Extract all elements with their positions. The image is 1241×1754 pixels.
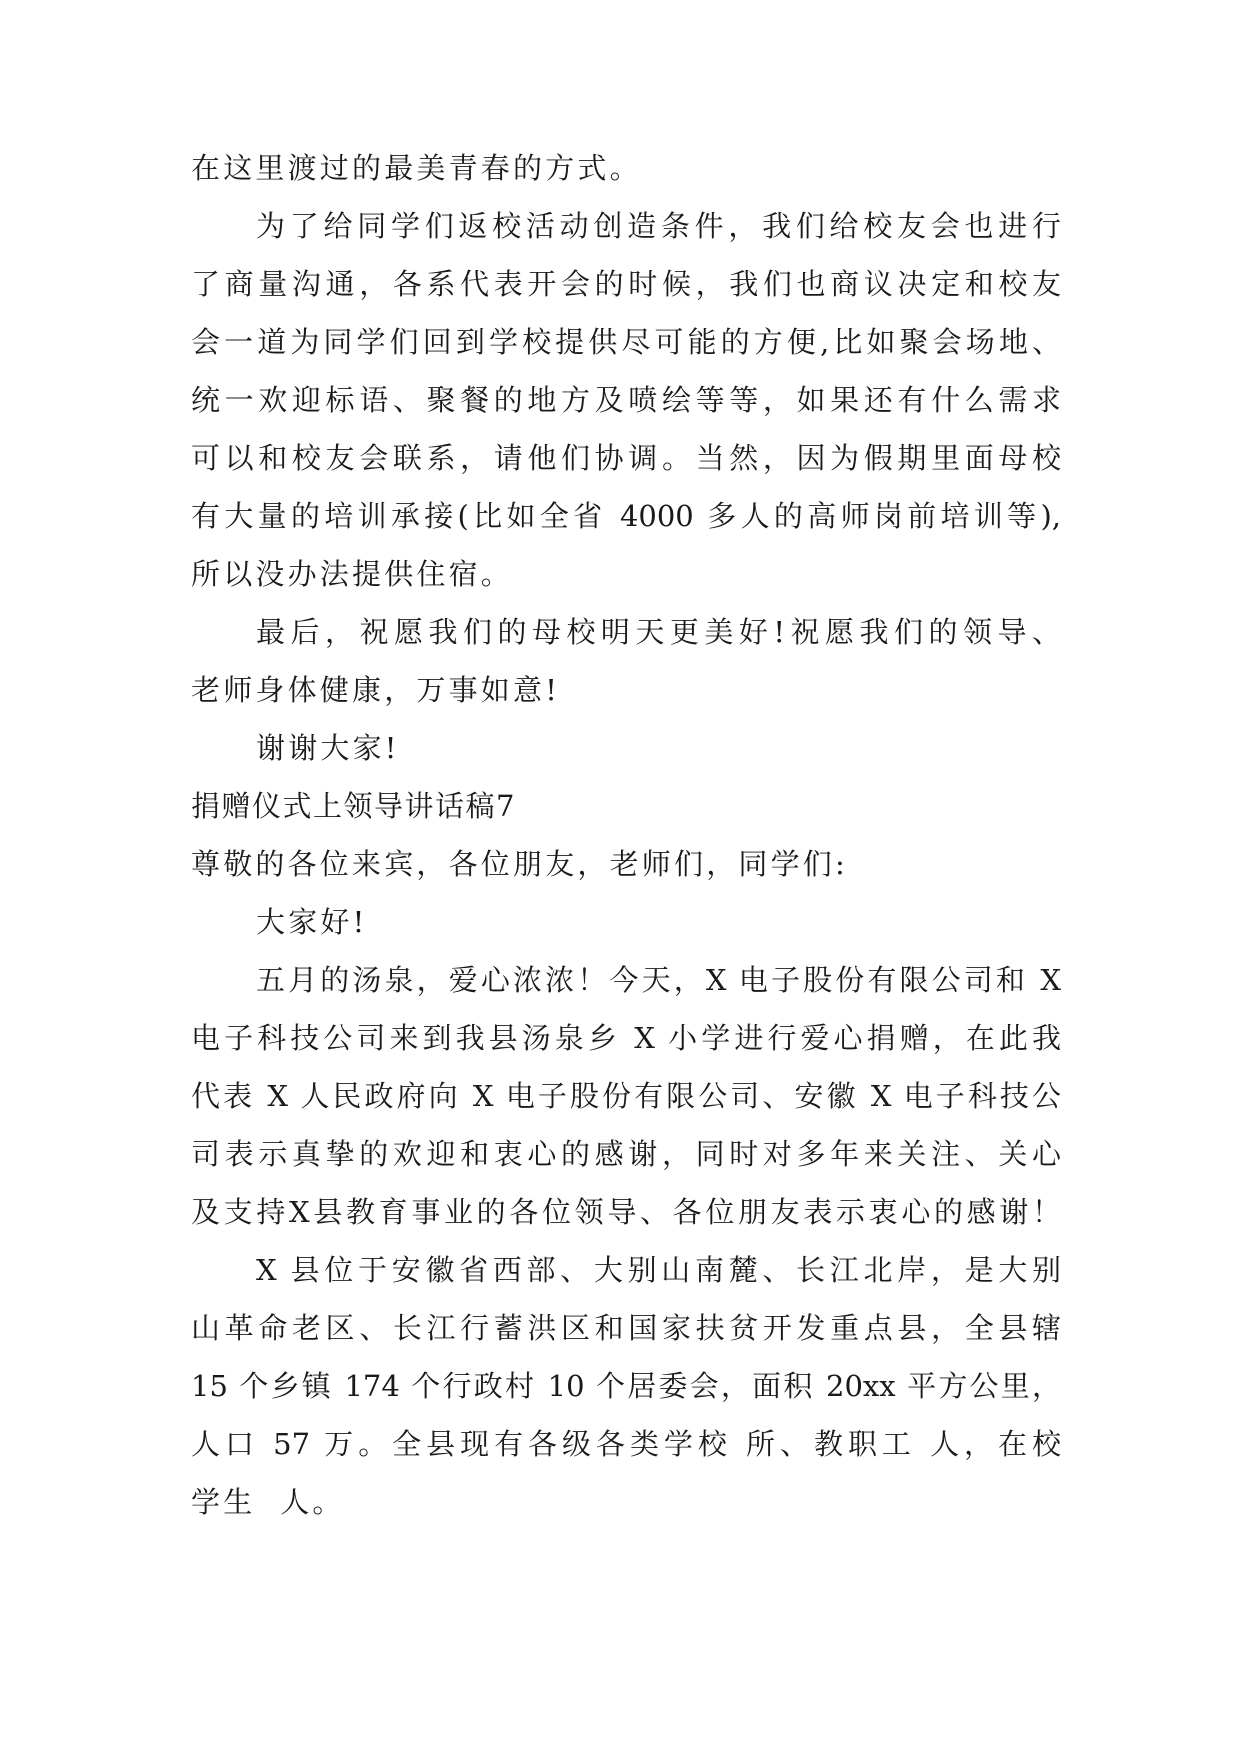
text-line-15: 五月的汤泉，爱心浓浓！今天，X 电子股份有限公司和 X <box>256 963 1061 997</box>
text-line-1: 在这里渡过的最美青春的方式。 <box>191 151 642 185</box>
text-line-21: 山革命老区、长江行蓄洪区和国家扶贫开发重点县，全县辖 <box>191 1311 1061 1345</box>
text-line-22: 15 个乡镇 174 个行政村 10 个居委会，面积 20xx 平方公里， <box>191 1369 1061 1403</box>
text-line-19: 及支持X县教育事业的各位领导、各位朋友表示衷心的感谢！ <box>191 1195 1061 1229</box>
text-line-2: 为了给同学们返校活动创造条件，我们给校友会也进行 <box>256 209 1061 243</box>
text-line-6: 可以和校友会联系，请他们协调。当然，因为假期里面母校 <box>191 441 1061 475</box>
text-line-9: 最后，祝愿我们的母校明天更美好!祝愿我们的领导、 <box>256 615 1061 649</box>
text-line-7: 有大量的培训承接(比如全省 4000 多人的高师岗前培训等), <box>191 499 1061 533</box>
text-line-10: 老师身体健康，万事如意! <box>191 673 561 707</box>
text-line-17: 代表 X 人民政府向 X 电子股份有限公司、安徽 X 电子科技公 <box>191 1079 1061 1113</box>
text-line-5: 统一欢迎标语、聚餐的地方及喷绘等等，如果还有什么需求 <box>191 383 1061 417</box>
text-line-23: 人口 57 万。全县现有各级各类学校 所、教职工 人，在校 <box>191 1427 1061 1461</box>
text-line-18: 司表示真挚的欢迎和衷心的感谢，同时对多年来关注、关心 <box>191 1137 1061 1171</box>
text-line-16: 电子科技公司来到我县汤泉乡 X 小学进行爱心捐赠，在此我 <box>191 1021 1061 1055</box>
text-line-4: 会一道为同学们回到学校提供尽可能的方便,比如聚会场地、 <box>191 325 1061 359</box>
text-line-8: 所以没办法提供住宿。 <box>191 557 514 591</box>
text-line-11: 谢谢大家! <box>256 731 400 765</box>
text-line-13: 尊敬的各位来宾，各位朋友，老师们，同学们: <box>191 847 848 881</box>
text-line-24: 学生 人。 <box>191 1485 345 1519</box>
text-line-14: 大家好! <box>256 905 368 939</box>
text-line-3: 了商量沟通，各系代表开会的时候，我们也商议决定和校友 <box>191 267 1061 301</box>
section-heading: 捐赠仪式上领导讲话稿7 <box>191 789 516 823</box>
text-line-20: X 县位于安徽省西部、大别山南麓、长江北岸，是大别 <box>256 1253 1061 1287</box>
